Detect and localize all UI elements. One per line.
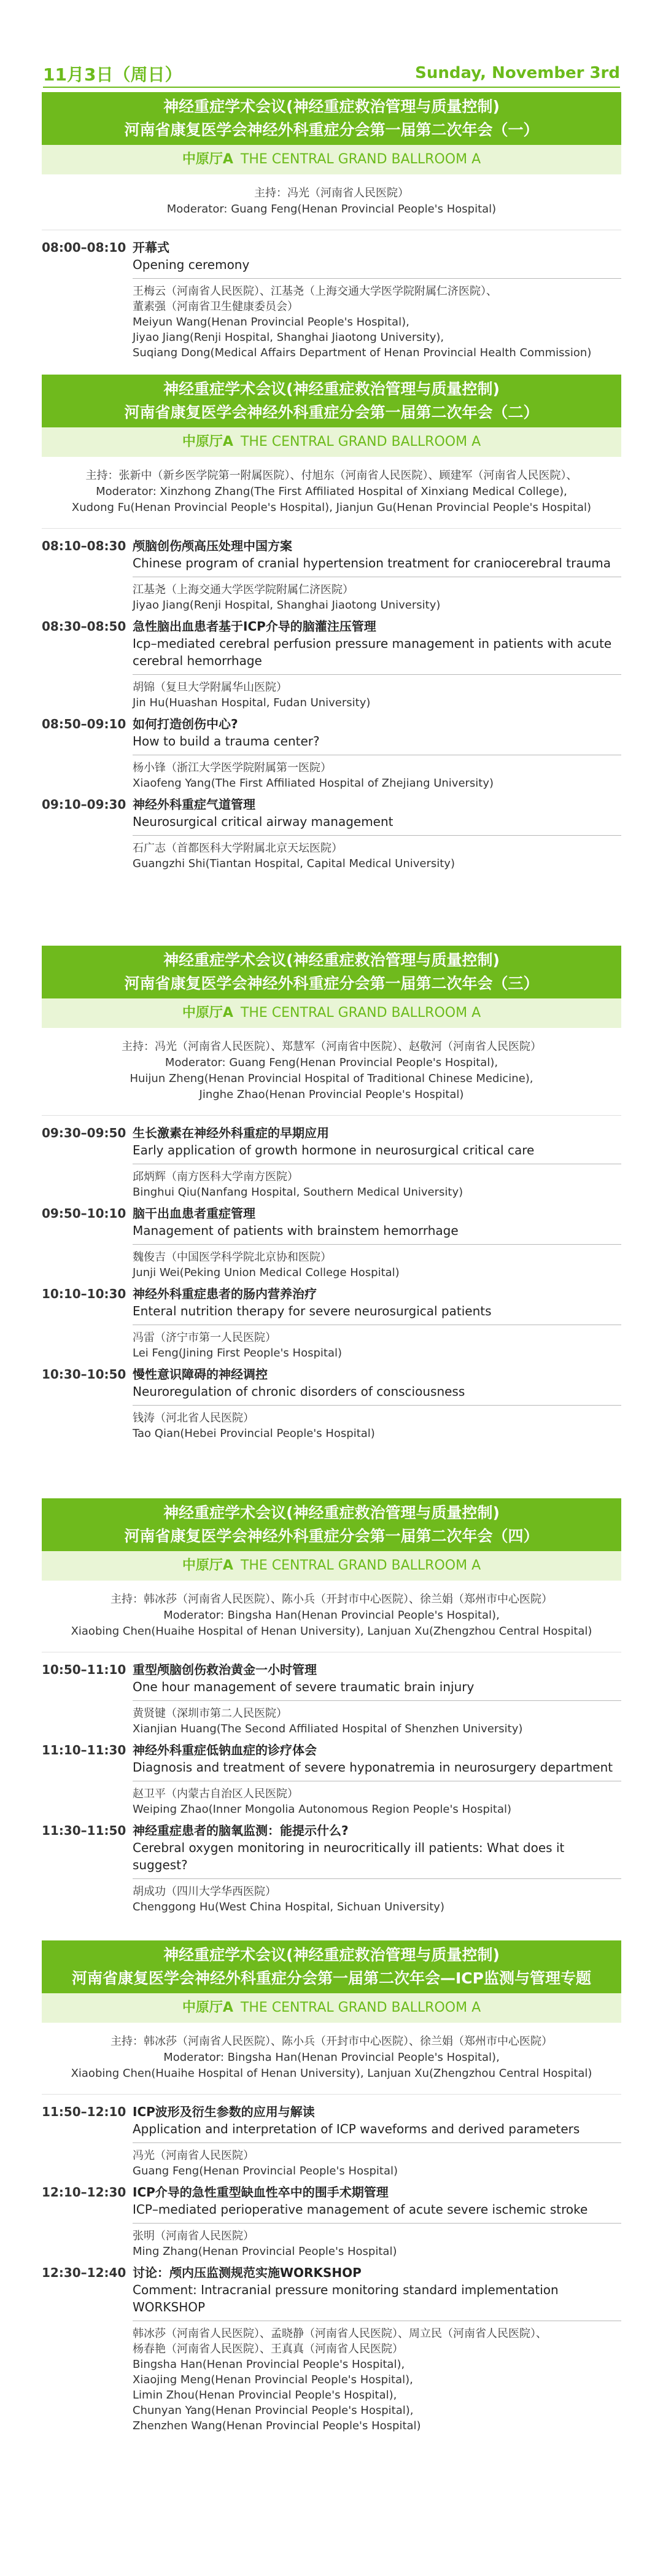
agenda-title-cn: 神经重症患者的脑氧监测：能提示什么? <box>133 1823 349 1838</box>
speaker-line: Lei Feng(Jining First People's Hospital) <box>133 1347 342 1360</box>
session-title-line2: 河南省康复医学会神经外科重症分会第一届第二次年会（一） <box>124 121 539 139</box>
agenda-title-cn: ICP介导的急性重型缺血性卒中的围手术期管理 <box>133 2185 389 2200</box>
speaker-line: 赵卫平（内蒙古自治区人民医院） <box>133 1788 298 1800</box>
venue-name-cn: 中原厅A <box>182 1558 233 1573</box>
speaker-line: Jiyao Jiang(Renji Hospital, Shanghai Jiaotong University) <box>133 599 441 612</box>
session-title-line2: 河南省康复医学会神经外科重症分会第一届第二次年会—ICP监测与管理专题 <box>72 1969 591 1987</box>
agenda-title-cn: 慢性意识障碍的神经调控 <box>133 1367 268 1382</box>
agenda-title-en: Early application of growth hormone in neurosurgical critical care <box>133 1143 535 1158</box>
moderator-line: 主持：韩冰莎（河南省人民医院）、陈小兵（开封市中心医院）、徐兰娟（郑州市中心医院） <box>110 2035 552 2048</box>
session-venue <box>42 427 621 457</box>
agenda-body <box>133 1366 621 1441</box>
moderator-line: Xudong Fu(Henan Provincial People's Hospital), Jianjun Gu(Henan Provincial People's Hospital) <box>71 501 592 514</box>
agenda-title-en: ICP–mediated perioperative management of acute severe ischemic stroke <box>133 2202 588 2217</box>
agenda-title-cn: 讨论：颅内压监测规范实施WORKSHOP <box>133 2265 362 2280</box>
day-date-cn: 11月3日（周日） <box>43 64 182 85</box>
speaker-line: 杨春艳（河南省人民医院）、王真真（河南省人民医院） <box>133 2343 403 2356</box>
agenda-item <box>42 1366 621 1446</box>
speaker-line: Bingsha Han(Henan Provincial People's Hospital), <box>133 2358 405 2371</box>
agenda-rule <box>133 2142 621 2143</box>
session-title-line1: 神经重症学术会议(神经重症救治管理与质量控制) <box>163 380 500 398</box>
agenda-title-en: Diagnosis and treatment of severe hyponatremia in neurosurgery department <box>133 1760 613 1775</box>
speaker-line: Jin Hu(Huashan Hospital, Fudan University) <box>133 696 371 709</box>
agenda-title-en: Comment: Intracranial pressure monitoring standard implementation WORKSHOP <box>133 2282 559 2314</box>
speaker-line: Junji Wei(Peking Union Medical College Hospital) <box>133 1266 400 1279</box>
speaker-line: Chenggong Hu(West China Hospital, Sichuan University) <box>133 1901 444 1913</box>
agenda-title-cn: 神经外科重症患者的肠内营养治疗 <box>133 1286 317 1301</box>
agenda-rule <box>133 1405 621 1406</box>
speaker-line: 冯雷（济宁市第一人民医院） <box>133 1331 276 1344</box>
session-moderators <box>42 174 621 224</box>
speaker-line: 杨小锋（浙江大学医学院附属第一医院） <box>133 761 332 774</box>
agenda-title-cn: 神经外科重症气道管理 <box>133 797 255 812</box>
venue-name-cn: 中原厅A <box>182 152 233 167</box>
session-venue <box>42 1993 621 2023</box>
speaker-line: 邱炳辉（南方医科大学南方医院） <box>133 1170 298 1183</box>
speaker-line: 黄贤键（深圳市第二人民医院） <box>133 1707 287 1720</box>
agenda-item <box>42 715 621 796</box>
agenda-time: 08:30–08:50 <box>42 619 126 634</box>
agenda-item <box>42 1124 621 1205</box>
agenda-body <box>133 537 621 613</box>
venue-name-en: THE CENTRAL GRAND BALLROOM A <box>240 2000 481 2015</box>
agenda-title-en: Opening ceremony <box>133 257 250 272</box>
speaker-line: Binghui Qiu(Nanfang Hospital, Southern Medical University) <box>133 1186 463 1199</box>
agenda-body <box>133 1205 621 1280</box>
agenda-item <box>42 2264 621 2438</box>
agenda-body <box>133 715 621 791</box>
speaker-line: Weiping Zhao(Inner Mongolia Autonomous Region People's Hospital) <box>133 1803 511 1816</box>
session-moderators <box>42 457 621 522</box>
moderator-line: Moderator: Guang Feng(Henan Provincial People's Hospital), <box>165 1056 498 1069</box>
agenda-rule <box>133 835 621 836</box>
moderator-line: Moderator: Bingsha Han(Henan Provincial People's Hospital), <box>163 1609 500 1622</box>
agenda-title-en: Neuroregulation of chronic disorders of consciousness <box>133 1384 465 1399</box>
agenda-item <box>42 239 621 365</box>
speaker-line: 张明（河南省人民医院） <box>133 2230 254 2243</box>
agenda-item <box>42 2103 621 2184</box>
speaker-line: Meiyun Wang(Henan Provincial People's Hospital), <box>133 316 409 329</box>
speaker-line: 韩冰莎（河南省人民医院）、孟晓静（河南省人民医院）、周立民（河南省人民医院）、 <box>133 2327 547 2340</box>
agenda-time: 09:50–10:10 <box>42 1206 126 1221</box>
agenda-time: 11:50–12:10 <box>42 2104 126 2119</box>
agenda-time: 11:10–11:30 <box>42 1743 126 1757</box>
agenda-title-en: Management of patients with brainstem hemorrhage <box>133 1223 459 1238</box>
agenda-body <box>133 2184 621 2259</box>
agenda-body <box>133 1285 621 1361</box>
speaker-line: Zhenzhen Wang(Henan Provincial People's Hospital) <box>133 2419 421 2432</box>
agenda-title-en: Neurosurgical critical airway management <box>133 814 394 829</box>
agenda-item <box>42 796 621 876</box>
moderator-line: 主持：冯光（河南省人民医院）、郑慧军（河南省中医院）、赵敬河（河南省人民医院） <box>122 1040 541 1053</box>
agenda-item <box>42 1822 621 1920</box>
agenda-rule <box>133 2223 621 2224</box>
speaker-line: Suqiang Dong(Medical Affairs Department of Henan Provincial Health Commission) <box>133 346 592 359</box>
session-block <box>42 1498 621 1920</box>
venue-name-cn: 中原厅A <box>182 1005 233 1021</box>
speaker-line: 王梅云（河南省人民医院）、江基尧（上海交通大学医学院附属仁济医院）、 <box>133 285 497 298</box>
speaker-line: Xianjian Huang(The Second Affiliated Hospital of Shenzhen University) <box>133 1722 523 1735</box>
speaker-line: 魏俊吉（中国医学科学院北京协和医院） <box>133 1251 332 1264</box>
venue-name-cn: 中原厅A <box>182 434 233 449</box>
section-divider <box>42 2094 621 2095</box>
session-venue <box>42 1551 621 1581</box>
speaker-line: Xiaofeng Yang(The First Affiliated Hospital of Zhejiang University) <box>133 777 494 790</box>
speaker-line: Guangzhi Shi(Tiantan Hospital, Capital Medical University) <box>133 857 455 870</box>
agenda-time: 09:30–09:50 <box>42 1126 126 1140</box>
venue-name-en: THE CENTRAL GRAND BALLROOM A <box>240 1005 481 1021</box>
section-divider <box>42 1115 621 1116</box>
agenda-item <box>42 618 621 715</box>
venue-name-en: THE CENTRAL GRAND BALLROOM A <box>240 152 481 167</box>
section-divider <box>42 528 621 529</box>
agenda-title-cn: 如何打造创伤中心? <box>133 717 238 731</box>
speaker-line: Jiyao Jiang(Renji Hospital, Shanghai Jiaotong University), <box>133 331 444 344</box>
agenda-rule <box>133 278 621 279</box>
session-title-line1: 神经重症学术会议(神经重症救治管理与质量控制) <box>163 98 500 115</box>
agenda-time: 10:10–10:30 <box>42 1286 126 1301</box>
agenda-body <box>133 1124 621 1200</box>
speaker-line: 江基尧（上海交通大学医学院附属仁济医院） <box>133 583 354 596</box>
agenda-title-cn: 生长激素在神经外科重症的早期应用 <box>133 1126 329 1140</box>
session-moderators <box>42 2023 621 2088</box>
day-divider <box>43 87 620 88</box>
agenda-title-en: Enteral nutrition therapy for severe neurosurgical patients <box>133 1304 492 1318</box>
agenda-title-cn: 颅脑创伤颅高压处理中国方案 <box>133 539 292 553</box>
speaker-line: 胡锦（复旦大学附属华山医院） <box>133 681 287 694</box>
agenda-title-en: Cerebral oxygen monitoring in neurocritically ill patients: What does it suggest? <box>133 1840 565 1872</box>
agenda-item <box>42 1205 621 1285</box>
agenda-time: 12:30–12:40 <box>42 2265 126 2280</box>
agenda-body <box>133 1741 621 1817</box>
agenda-rule <box>133 1700 621 1701</box>
agenda-item <box>42 1285 621 1366</box>
agenda-time: 08:50–09:10 <box>42 717 126 731</box>
moderator-line: Huijun Zheng(Henan Provincial Hospital of Traditional Chinese Medicine), <box>130 1072 533 1085</box>
agenda-title-cn: ICP波形及衍生参数的应用与解读 <box>133 2104 315 2119</box>
agenda-body <box>133 1661 621 1737</box>
agenda-title-en: Chinese program of cranial hypertension treatment for craniocerebral trauma <box>133 556 611 570</box>
agenda-time: 09:10–09:30 <box>42 797 126 812</box>
agenda-item <box>42 1661 621 1741</box>
agenda-time: 10:30–10:50 <box>42 1367 126 1382</box>
session-title-line2: 河南省康复医学会神经外科重症分会第一届第二次年会（四） <box>124 1527 539 1545</box>
session-banner <box>42 1498 621 1551</box>
moderator-line: Jinghe Zhao(Henan Provincial People's Hospital) <box>199 1088 464 1101</box>
agenda-title-en: How to build a trauma center? <box>133 734 320 749</box>
agenda-rule <box>133 674 621 675</box>
agenda-body <box>133 239 621 360</box>
moderator-line: 主持：韩冰莎（河南省人民医院）、陈小兵（开封市中心医院）、徐兰娟（郑州市中心医院） <box>110 1593 552 1606</box>
moderator-line: Xiaobing Chen(Huaihe Hospital of Henan University), Lanjuan Xu(Zhengzhou Central Hospital) <box>71 2067 592 2080</box>
session-banner <box>42 92 621 145</box>
session-block <box>42 92 621 365</box>
moderator-line: 主持：张新中（新乡医学院第一附属医院）、付旭东（河南省人民医院）、顾建军（河南省人民医院）、 <box>85 469 578 482</box>
session-block <box>42 375 621 876</box>
agenda-title-en: Icp–mediated cerebral perfusion pressure management in patients with acute cerebral hemorrhage <box>133 636 612 668</box>
agenda-title-cn: 神经外科重症低钠血症的诊疗体会 <box>133 1743 317 1757</box>
session-title-line2: 河南省康复医学会神经外科重症分会第一届第二次年会（三） <box>124 975 539 992</box>
venue-name-en: THE CENTRAL GRAND BALLROOM A <box>240 1558 481 1573</box>
day-date-en: Sunday, November 3rd <box>415 64 620 82</box>
session-moderators <box>42 1581 621 1646</box>
speaker-line: 钱涛（河北省人民医院） <box>133 1412 254 1425</box>
speaker-line: Limin Zhou(Henan Provincial People's Hospital), <box>133 2389 397 2402</box>
session-moderators <box>42 1028 621 1109</box>
agenda-rule <box>133 1244 621 1245</box>
agenda-item <box>42 2184 621 2264</box>
agenda-time: 12:10–12:30 <box>42 2185 126 2200</box>
agenda-title-cn: 开幕式 <box>133 240 169 255</box>
agenda-body <box>133 796 621 871</box>
speaker-line: 胡成功（四川大学华西医院） <box>133 1885 276 1898</box>
speaker-line: Tao Qian(Hebei Provincial People's Hospital) <box>133 1427 375 1440</box>
speaker-line: 冯光（河南省人民医院） <box>133 2149 254 2162</box>
agenda-item <box>42 1741 621 1822</box>
moderator-line: Moderator: Xinzhong Zhang(The First Affiliated Hospital of Xinxiang Medical College), <box>96 485 567 498</box>
moderator-line: Moderator: Bingsha Han(Henan Provincial People's Hospital), <box>163 2051 500 2064</box>
agenda-body <box>133 618 621 710</box>
session-title-line2: 河南省康复医学会神经外科重症分会第一届第二次年会（二） <box>124 403 539 421</box>
speaker-line: Guang Feng(Henan Provincial People's Hospital) <box>133 2165 398 2177</box>
session-title-line1: 神经重症学术会议(神经重症救治管理与质量控制) <box>163 1946 500 1964</box>
session-block <box>42 1940 621 2438</box>
speaker-line: 石广志（首都医科大学附属北京天坛医院） <box>133 842 343 855</box>
agenda-time: 08:10–08:30 <box>42 539 126 553</box>
speaker-line: Chunyan Yang(Henan Provincial People's Hospital), <box>133 2404 414 2417</box>
speaker-line: 董素强（河南省卫生健康委员会） <box>133 300 298 313</box>
moderator-line: Xiaobing Chen(Huaihe Hospital of Henan University), Lanjuan Xu(Zhengzhou Central Hospital) <box>71 1625 592 1638</box>
moderator-line: Moderator: Guang Feng(Henan Provincial People's Hospital) <box>166 203 497 216</box>
speaker-line: Ming Zhang(Henan Provincial People's Hospital) <box>133 2245 397 2258</box>
agenda-rule <box>133 1878 621 1879</box>
session-banner <box>42 1940 621 1993</box>
day-header <box>0 0 663 89</box>
session-venue <box>42 998 621 1028</box>
agenda-title-en: One hour management of severe traumatic brain injury <box>133 1679 475 1694</box>
agenda-time: 10:50–11:10 <box>42 1662 126 1677</box>
session-title-line1: 神经重症学术会议(神经重症救治管理与质量控制) <box>163 1504 500 1522</box>
agenda-time: 11:30–11:50 <box>42 1823 126 1838</box>
session-venue <box>42 145 621 174</box>
session-banner <box>42 946 621 998</box>
agenda-body <box>133 2103 621 2179</box>
venue-name-cn: 中原厅A <box>182 2000 233 2015</box>
agenda-title-cn: 急性脑出血患者基于ICP介导的脑灌注压管理 <box>133 619 376 634</box>
session-block <box>42 946 621 1446</box>
moderator-line: 主持：冯光（河南省人民医院） <box>254 187 409 200</box>
speaker-line: Xiaojing Meng(Henan Provincial People's Hospital), <box>133 2373 413 2386</box>
agenda-body <box>133 2264 621 2434</box>
agenda-body <box>133 1822 621 1915</box>
agenda-title-cn: 脑干出血患者重症管理 <box>133 1206 255 1221</box>
session-banner <box>42 375 621 427</box>
agenda-title-en: Application and interpretation of ICP waveforms and derived parameters <box>133 2122 580 2136</box>
venue-name-en: THE CENTRAL GRAND BALLROOM A <box>240 434 481 449</box>
agenda-title-cn: 重型颅脑创伤救治黄金一小时管理 <box>133 1662 317 1677</box>
agenda-time: 08:00–08:10 <box>42 240 126 255</box>
agenda-item <box>42 537 621 618</box>
session-title-line1: 神经重症学术会议(神经重症救治管理与质量控制) <box>163 951 500 969</box>
